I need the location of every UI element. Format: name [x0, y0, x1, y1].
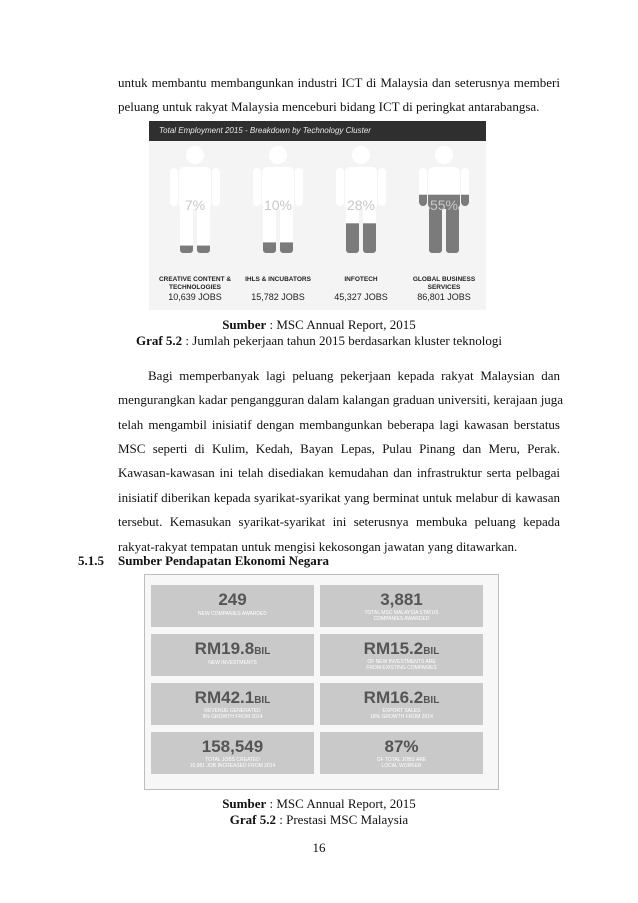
cluster-figure-infotech: [319, 141, 403, 310]
stat-caption: OF TOTAL JOBS ARE: [376, 757, 427, 763]
stat-caption: REVENUE GENERATED: [204, 708, 261, 714]
cluster-percent: 55%: [429, 197, 459, 213]
cluster-label: IHLS & INCUBATORS: [245, 276, 311, 283]
cluster-jobs: 45,327 JOBS: [334, 292, 388, 302]
stat-value: 3,881: [380, 590, 423, 609]
figure-source: Sumber : MSC Annual Report, 2015: [222, 796, 416, 811]
person-fill-level: [153, 246, 237, 253]
infographic-title: Total Employment 2015 - Breakdown by Technology Cluster: [159, 126, 371, 135]
person-icon: [319, 141, 403, 310]
stat-caption: 18% GROWTH FROM 2014: [370, 714, 433, 720]
paragraph-line: peluang untuk rakyat Malaysia menceburi bidang ICT di peringkat antarabangsa.: [118, 99, 540, 114]
stat-caption: 10,981 JOB INCREASED FROM 2014: [189, 763, 276, 769]
page-number: 16: [312, 840, 326, 855]
stat-tile: [151, 634, 314, 676]
stat-value: RM19.8BIL: [194, 639, 271, 658]
paragraph-line: mengurangkan kadar pengangguran dalam kalangan graduan universiti, kerajaan juga: [118, 392, 564, 407]
stat-caption: EXPORT SALES: [382, 708, 421, 714]
infographic-title-bar: [149, 121, 486, 141]
stat-tile: [320, 585, 483, 627]
person-fill-level: [319, 223, 403, 253]
paragraph-line: MSC seperti di Kulim, Kedah, Bayan Lepas, Pulau Pinang dan Meru, Perak.: [118, 441, 560, 456]
stat-tile: [151, 683, 314, 725]
employment-infographic: [149, 121, 486, 310]
stat-value: RM16.2BIL: [363, 688, 440, 707]
cluster-figure-creative: [153, 141, 237, 310]
paragraph-line: telah mengambil inisiatif dengan membangunkan beberapa lagi kawasan berstatus: [118, 417, 560, 432]
paragraph-line: inisiatif diberikan kepada syarikat-syarikat yang berminat untuk melabur di kawasan: [118, 490, 560, 505]
stat-value: 87%: [384, 737, 419, 756]
stat-caption: TOTAL JOBS CREATED: [205, 757, 260, 763]
stat-tile: [320, 683, 483, 725]
stat-tile: [320, 634, 483, 676]
stat-caption: COMPANIES AWARDED: [373, 616, 430, 622]
section-number: 5.1.5: [78, 553, 104, 568]
stat-caption: LOCAL WORKER: [381, 763, 422, 769]
paragraph-line: Bagi memperbanyak lagi peluang pekerjaan kepada rakyat Malaysian dan: [148, 368, 560, 383]
msc-performance-infographic: [144, 574, 499, 790]
stat-tile: [151, 585, 314, 627]
cluster-label: INFOTECH: [344, 276, 378, 283]
paragraph-line: tersebut. Kemasukan syarikat-syarikat ini seterusnya membuka peluang kepada: [118, 514, 560, 529]
person-icon: [236, 141, 320, 310]
cluster-percent: 28%: [346, 197, 376, 213]
section-title: Sumber Pendapatan Ekonomi Negara: [118, 553, 330, 568]
stat-caption: FROM EXISTING COMPANIES: [366, 665, 437, 671]
cluster-label: GLOBAL BUSINESS SERVICES: [412, 276, 476, 291]
cluster-percent: 10%: [263, 197, 293, 213]
figure-caption: Graf 5.2 : Jumlah pekerjaan tahun 2015 berdasarkan kluster teknologi: [135, 333, 503, 348]
cluster-jobs: 86,801 JOBS: [417, 292, 471, 302]
stat-caption: OF NEW INVESTMENTS ARE: [367, 659, 436, 665]
paragraph-line: untuk membantu membangunkan industri ICT di Malaysia dan seterusnya memberi: [118, 75, 560, 90]
figure-caption: Graf 5.2 : Prestasi MSC Malaysia: [229, 812, 409, 827]
stat-tile: [320, 732, 483, 774]
stat-value: RM15.2BIL: [363, 639, 440, 658]
paragraph-line: Kawasan-kawasan ini telah disediakan kemudahan dan infrastruktur serta pelbagai: [118, 465, 560, 480]
stat-caption: TOTAL MSC MALAYSIA STATUS: [364, 610, 439, 616]
cluster-label: CREATIVE CONTENT & TECHNOLOGIES: [158, 276, 232, 291]
cluster-figure-ihls: [236, 141, 320, 310]
stat-value: 158,549: [201, 737, 264, 756]
cluster-figure-gbs: [402, 141, 486, 310]
stat-value: 249: [218, 590, 247, 609]
paragraph-line: rakyat-rakyat tempatan untuk mengisi kekosongan jawatan yang ditawarkan.: [118, 539, 518, 554]
stat-value: RM42.1BIL: [194, 688, 271, 707]
person-fill-level: [236, 242, 320, 253]
cluster-percent: 7%: [184, 197, 206, 213]
stat-caption: 9% GROWTH FROM 2014: [202, 714, 263, 720]
stat-caption: NEW INVESTMENTS: [208, 660, 257, 666]
cluster-jobs: 15,782 JOBS: [251, 292, 305, 302]
stat-caption: NEW COMPANIES AWARDED: [198, 611, 267, 617]
stat-tile: [151, 732, 314, 774]
cluster-jobs: 10,639 JOBS: [168, 292, 222, 302]
figure-source: Sumber : MSC Annual Report, 2015: [222, 317, 416, 332]
